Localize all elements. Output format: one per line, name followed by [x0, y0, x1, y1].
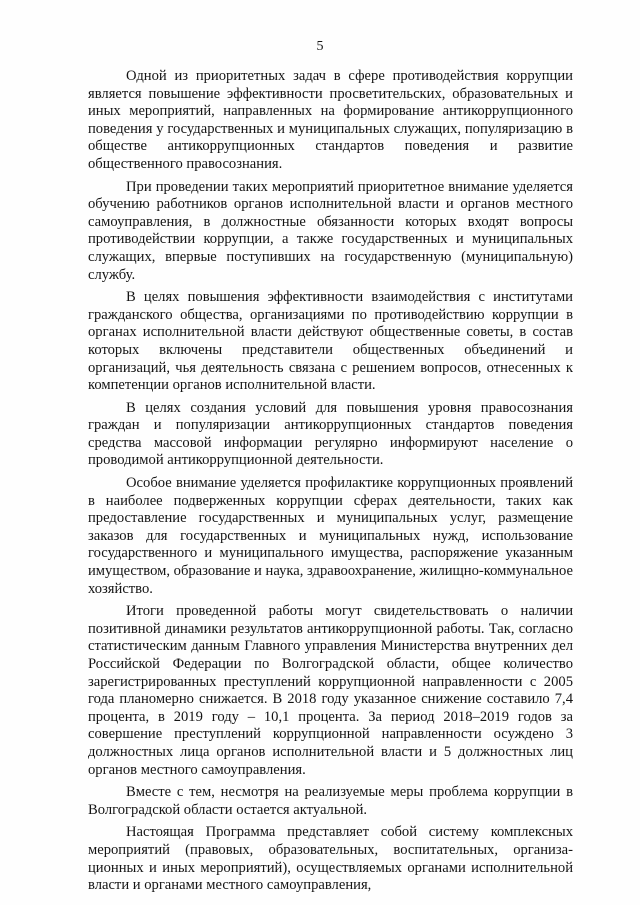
paragraph: Итоги проведенной работы могут свидетельствовать о наличии позитивной динамики результатов антикоррупционной работы. Так, согласно статистическим данным Главного управления Министерства внутренних дел Российской Федерации по Волгоградской области, общее количество зарегистрированных преступлений коррупционной направленности с 2005 года планомерно снижается. В 2018 году указанное снижение составило 7,4 процента, в 2019 году – 10,1 процента. За период 2018–2019 годов за совершение преступлений коррупционной направленности осуждено 3 должностных лица органов исполнительной власти и 5 должностных лиц органов местного самоуправления.: [88, 603, 573, 778]
paragraph: Настоящая Программа представляет собой систему комплексных мероприятий (правовых, образовательных, воспитательных, организационных и иных мероприятий), осуществляемых органами исполнительной власти и органами местного самоуправления,: [88, 824, 573, 894]
body-text: [88, 68, 573, 900]
paragraph: В целях повышения эффективности взаимодействия с институтами гражданского общества, организациями по противодействию коррупции в органах исполнительной власти действуют общественные советы, в состав которых включены представители общественных объединений и организаций, чья деятельность связана с решением вопросов, отнесенных к компетенции органов исполнительной власти.: [88, 289, 573, 394]
page-number: 5: [316, 39, 324, 54]
paragraph: Вместе с тем, несмотря на реализуемые меры проблема коррупции в Волгоградской области остается актуальной.: [88, 784, 573, 818]
paragraph: При проведении таких мероприятий приоритетное внимание уделяется обучению работников органов исполнительной власти и органов местного самоуправления, в должностные обязанности которых входят вопросы противодействии коррупции, а также государственных и муниципальных служащих, впервые поступивших на государственную (муниципальную) службу.: [88, 178, 573, 283]
paragraph: Одной из приоритетных задач в сфере противодействия коррупции является повышение эффективности просветительских, образовательных и иных мероприятий, направленных на формирование антикоррупционного поведения у государственных и муниципальных служащих, популяризацию в обществе антикоррупционных стандартов поведения и развитие общественного правосознания.: [88, 68, 573, 172]
paragraph: В целях создания условий для повышения уровня правосознания граждан и популяризации антикоррупционных стандартов поведения средства массовой информации регулярно информируют население о проводимой антикоррупционной деятельности.: [88, 399, 573, 469]
paragraph: Особое внимание уделяется профилактике коррупционных проявлений в наиболее подверженных коррупции сферах деятельности, таких как предоставление государственных и муниципальных услуг, размещение заказов для государственных и муниципальных нужд, использование государственного и муниципального имущества, распоряжение указанным имуществом, образование и наука, здравоохранение, жилищно-коммунальное хозяйство.: [88, 475, 573, 597]
